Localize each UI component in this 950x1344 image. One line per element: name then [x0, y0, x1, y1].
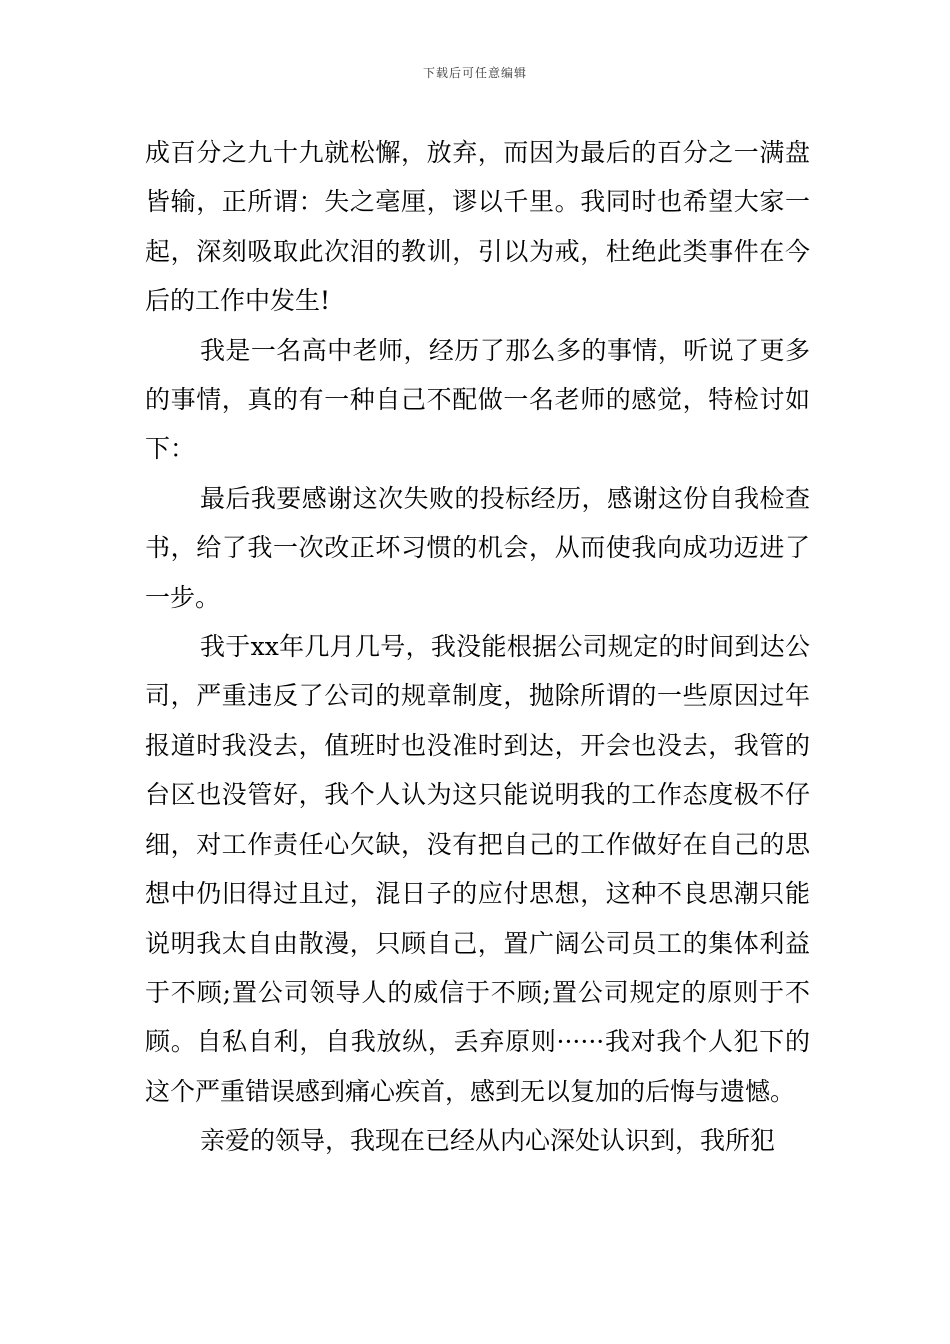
paragraph-4: 我于xx年几月几号，我没能根据公司规定的时间到达公司，严重违反了公司的规章制度，抛除所谓的一些原因过年报道时我没去，值班时也没准时到达，开会也没去，我管的台区也没管好，我个人认为这只能说明我的工作态度极不仔细，对工作责任心欠缺，没有把自己的工作做好在自己的思想中仍旧得过且过，混日子的应付思想，这种不良思潮只能说明我太自由散漫，只顾自己，置广阔公司员工的集体利益于不顾;置公司领导人的威信于不顾;置公司规定的原则于不顾。自私自利，自我放纵，丢弃原则······我对我个人犯下的这个严重错误感到痛心疾首，感到无以复加的后悔与遗憾。 [145, 632, 810, 1106]
paragraph-3: 最后我要感谢这次失败的投标经历，感谢这份自我检查书，给了我一次改正坏习惯的机会，从而使我向成功迈进了一步。 [145, 483, 810, 612]
document-body [145, 128, 810, 1166]
paragraph-2: 我是一名高中老师，经历了那么多的事情，听说了更多的事情，真的有一种自己不配做一名老师的感觉，特检讨如下： [145, 335, 810, 464]
paragraph-5: 亲爱的领导，我现在已经从内心深处认识到，我所犯 [200, 1126, 776, 1156]
paragraph-1: 成百分之九十九就松懈，放弃，而因为最后的百分之一满盘皆输，正所谓：失之毫厘，谬以千里。我同时也希望大家一起，深刻吸取此次泪的教训，引以为戒，杜绝此类事件在今后的工作中发生! [145, 138, 810, 316]
page-header: 下载后可任意编辑 [422, 66, 527, 80]
